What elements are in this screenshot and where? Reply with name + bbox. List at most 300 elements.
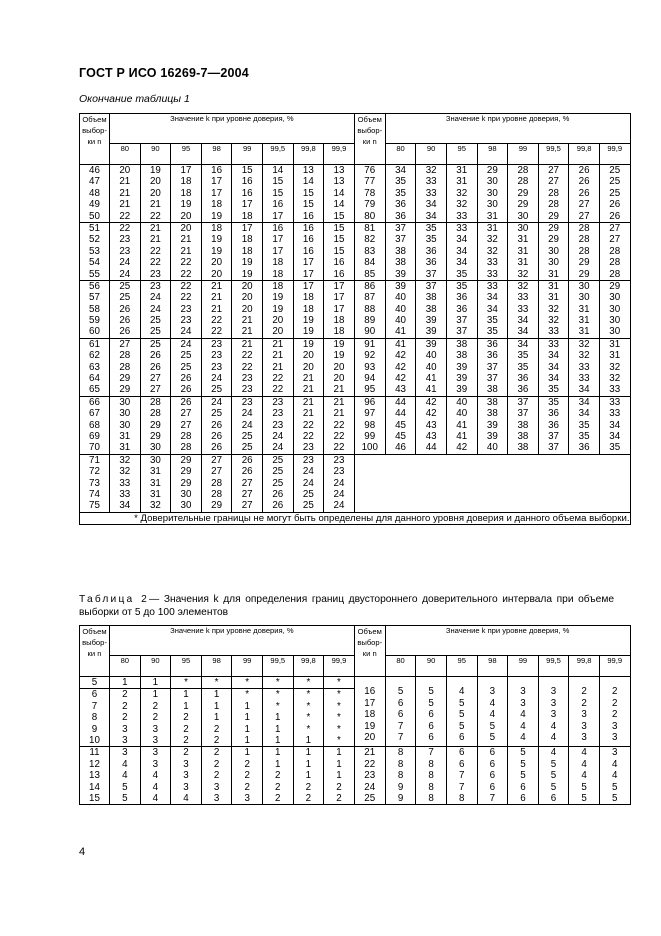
- k-value: 8: [428, 770, 434, 782]
- sample-size-value: 94: [364, 373, 376, 385]
- k-value-cell: [385, 280, 416, 338]
- k-value: 4: [122, 758, 128, 770]
- k-value: 7: [459, 770, 465, 782]
- k-value: 40: [395, 303, 406, 315]
- confidence-level-header: 99,5: [262, 656, 293, 677]
- k-value: 27: [609, 234, 621, 246]
- k-value: 4: [581, 758, 587, 770]
- k-value-cell: [538, 396, 569, 454]
- k-value: 17: [211, 176, 223, 188]
- k-value: 1: [305, 734, 312, 746]
- sample-size-value: 85: [364, 268, 376, 280]
- k-value: 38: [395, 245, 406, 257]
- k-value: 19: [302, 338, 314, 350]
- k-value: 26: [180, 373, 192, 385]
- k-value: 35: [395, 187, 406, 199]
- k-value: 23: [119, 245, 131, 257]
- k-value-cell: [140, 454, 171, 512]
- k-value: 35: [425, 222, 437, 234]
- k-value-cell: [293, 165, 324, 223]
- k-value: 2: [122, 712, 128, 724]
- k-value: 30: [486, 199, 498, 211]
- k-value-cell: [232, 747, 263, 805]
- k-value: 2: [183, 747, 189, 759]
- k-value: 5: [489, 720, 496, 732]
- footnote-row: [80, 512, 631, 524]
- header-row: [80, 114, 631, 144]
- table2-caption: [79, 593, 614, 619]
- sample-size-value: 90: [364, 326, 376, 338]
- k-value: 1: [336, 747, 342, 759]
- k-value: 31: [609, 350, 621, 362]
- sample-size-header-line: выбор-: [357, 638, 383, 647]
- sample-size-header-line: ки n: [362, 137, 377, 146]
- k-value: 34: [548, 361, 559, 373]
- k-value: 37: [548, 430, 559, 442]
- k-value: 29: [149, 430, 161, 442]
- header-row: [80, 626, 631, 656]
- k-value: 45: [395, 419, 406, 431]
- sample-size-value: 67: [89, 408, 100, 420]
- sample-size-value: 57: [89, 292, 100, 304]
- k-value: 6: [459, 731, 465, 743]
- confidence-level-title: Значение k при уровне доверия, %: [110, 626, 355, 656]
- k-value: 1: [275, 712, 281, 724]
- k-value: 24: [302, 477, 314, 489]
- k-value: 1: [213, 689, 220, 701]
- k-value-cell: [201, 222, 232, 280]
- k-value: 1: [305, 770, 312, 782]
- k-value: 1: [152, 677, 159, 688]
- k-value: 21: [211, 280, 223, 292]
- k-value: 36: [548, 408, 559, 420]
- sample-size-value: 73: [89, 477, 100, 489]
- sample-size-cell: [354, 677, 385, 747]
- k-value: 31: [548, 280, 559, 292]
- k-value: 2: [275, 792, 281, 804]
- page-number: 4: [79, 846, 86, 858]
- k-value: 24: [149, 292, 161, 304]
- confidence-level-header: 99,9: [324, 656, 355, 677]
- k-value: 33: [425, 176, 437, 188]
- k-value: 5: [550, 770, 557, 782]
- k-value: 21: [119, 176, 131, 188]
- k-value: 4: [489, 697, 496, 709]
- k-value: 16: [302, 234, 314, 246]
- k-value: 43: [425, 419, 437, 431]
- sample-size-value: 74: [89, 488, 100, 500]
- k-value: 41: [456, 419, 468, 431]
- k-value: 35: [578, 419, 590, 431]
- k-value: 31: [456, 165, 468, 176]
- k-value: 21: [241, 338, 253, 350]
- k-value: 30: [548, 245, 559, 257]
- k-value: 33: [609, 408, 621, 420]
- k-value-cell: [232, 280, 263, 338]
- k-value: 5: [428, 697, 434, 709]
- k-value: 3: [152, 747, 159, 759]
- k-value: 32: [609, 361, 621, 373]
- k-value-cell: [201, 747, 232, 805]
- k-value: 29: [517, 187, 529, 199]
- k-value: 19: [272, 292, 284, 304]
- k-value-cell: [446, 677, 477, 747]
- confidence-level-header: 99: [232, 144, 263, 165]
- k-value-cell: [599, 165, 630, 223]
- k-value: 26: [119, 326, 131, 338]
- k-value-cell: [171, 222, 202, 280]
- k-value: 5: [550, 758, 557, 770]
- k-value: 21: [333, 408, 345, 420]
- k-value: 29: [609, 280, 621, 292]
- k-value: 1: [244, 712, 250, 724]
- k-value: 35: [548, 384, 559, 396]
- sample-size-header-line: ки n: [362, 649, 377, 658]
- sample-size-value: 69: [89, 430, 100, 442]
- k-value: 20: [211, 268, 223, 280]
- k-value: 5: [459, 720, 465, 732]
- k-value: 39: [456, 373, 468, 385]
- k-value: 18: [241, 210, 253, 222]
- k-value: 32: [548, 303, 559, 315]
- k-value: 30: [609, 326, 621, 338]
- k-value: 2: [275, 781, 281, 793]
- sample-size-value: 79: [364, 199, 376, 211]
- k-value: 33: [119, 477, 131, 489]
- k-value: 15: [333, 210, 345, 222]
- k-value-cell: [324, 677, 355, 689]
- k-value: 29: [149, 419, 161, 431]
- k-value-cell: [140, 338, 171, 396]
- sample-size-value: 66: [89, 396, 100, 408]
- k-value: 31: [548, 292, 559, 304]
- k-value: 18: [272, 280, 284, 292]
- sample-size-value: 15: [89, 792, 100, 804]
- k-value: 30: [578, 280, 590, 292]
- sample-size-value: 17: [364, 697, 376, 709]
- k-value-cell: [232, 165, 263, 223]
- k-value: 19: [241, 257, 253, 269]
- k-value: 19: [333, 338, 345, 350]
- k-value: 3: [550, 697, 557, 709]
- confidence-level-header: 98: [477, 656, 508, 677]
- k-value: 3: [489, 686, 496, 698]
- k-value: 24: [241, 419, 253, 431]
- sample-size-value: 18: [364, 709, 376, 721]
- k-value: 22: [149, 245, 161, 257]
- k-value-cell: [140, 165, 171, 223]
- sample-size-value: 95: [364, 384, 376, 396]
- confidence-level-header: 99,8: [293, 656, 324, 677]
- table-row: [80, 396, 631, 454]
- k-value-cell: [385, 677, 416, 747]
- k-value: 36: [486, 350, 498, 362]
- k-value: 3: [581, 709, 587, 721]
- sample-size-value: 24: [364, 781, 376, 793]
- k-value: 21: [180, 234, 192, 246]
- k-value: 19: [241, 268, 253, 280]
- k-value: 33: [548, 326, 559, 338]
- sample-size-value: 62: [89, 350, 100, 362]
- k-value-cell: [477, 338, 508, 396]
- k-value-cell: [110, 689, 141, 747]
- k-value-cell: [232, 222, 263, 280]
- k-value: 17: [241, 199, 253, 211]
- k-value-cell: [171, 280, 202, 338]
- k-value: 1: [122, 677, 128, 688]
- sample-size-value: 97: [364, 408, 376, 420]
- k-value: 36: [486, 338, 498, 350]
- k-value-cell: [324, 165, 355, 223]
- k-value: 3: [183, 781, 189, 793]
- k-value: 19: [180, 199, 192, 211]
- k-value: 41: [425, 373, 437, 385]
- k-value: 9: [397, 781, 404, 793]
- k-value: 3: [122, 734, 128, 746]
- k-value: 34: [548, 373, 559, 385]
- k-value: 17: [302, 257, 314, 269]
- k-value: 29: [517, 199, 529, 211]
- k-value: 16: [211, 165, 223, 176]
- k-value: *: [184, 677, 188, 688]
- k-value-cell: [446, 338, 477, 396]
- k-value-cell: [110, 165, 141, 223]
- sample-size-value: 20: [364, 731, 376, 743]
- k-value-cell: [599, 338, 630, 396]
- sample-size-value: 10: [89, 734, 100, 746]
- k-value: 1: [305, 747, 312, 759]
- sample-size-value: 70: [89, 442, 100, 454]
- k-value-cell: [569, 677, 600, 747]
- k-value: 36: [456, 292, 468, 304]
- k-value: 34: [609, 419, 621, 431]
- sample-size-value: 71: [89, 454, 100, 466]
- k-value: 26: [578, 176, 590, 188]
- k-value: *: [337, 700, 341, 712]
- k-value: 22: [180, 280, 192, 292]
- k-value: 31: [578, 315, 590, 327]
- k-value: 23: [241, 384, 253, 396]
- k-value: 26: [578, 187, 590, 199]
- k-value: 21: [149, 234, 161, 246]
- k-value: 35: [609, 442, 621, 454]
- k-value: 28: [180, 442, 192, 454]
- k-value: 3: [520, 697, 526, 709]
- k-value: 20: [333, 373, 345, 385]
- table-row: [80, 222, 631, 280]
- k-value-cell: [508, 677, 539, 747]
- k-value: 23: [241, 373, 253, 385]
- k-value: 26: [119, 315, 131, 327]
- k-value: 35: [548, 396, 559, 408]
- k-value: 23: [272, 408, 284, 420]
- k-value: 2: [122, 700, 128, 712]
- sample-size-value: 49: [89, 199, 100, 211]
- k-value: 3: [213, 781, 220, 793]
- confidence-level-header: 80: [385, 656, 416, 677]
- k-value: 5: [520, 770, 526, 782]
- k-value: 28: [609, 245, 621, 257]
- k-value: 43: [395, 384, 406, 396]
- k-value-cell: [569, 165, 600, 223]
- sample-size-header: [80, 114, 110, 165]
- k-value: 44: [425, 442, 437, 454]
- k-value: 17: [211, 187, 223, 199]
- k-value: 22: [241, 350, 253, 362]
- k-value: 16: [241, 176, 253, 188]
- k-value: 39: [425, 315, 437, 327]
- k-value: 35: [517, 350, 529, 362]
- k-value: 27: [119, 338, 131, 350]
- k-value: 34: [486, 303, 498, 315]
- k-value: 19: [333, 350, 345, 362]
- k-value: 32: [119, 466, 131, 478]
- k-value-cell: [538, 222, 569, 280]
- k-value: 33: [425, 187, 437, 199]
- k-value: 33: [486, 268, 498, 280]
- k-value-cell: [538, 338, 569, 396]
- k-value: 28: [517, 176, 529, 188]
- k-value: 30: [517, 210, 529, 222]
- k-value: 28: [149, 396, 161, 408]
- sample-size-cell: [354, 280, 385, 338]
- k-value: 4: [550, 747, 557, 759]
- k-value-cell: [201, 677, 232, 689]
- k-value: 43: [425, 430, 437, 442]
- sample-size-value: 58: [89, 303, 100, 315]
- k-value-cell: [385, 338, 416, 396]
- k-value: 15: [302, 199, 314, 211]
- k-value: 41: [456, 430, 468, 442]
- k-value: 25: [302, 488, 314, 500]
- k-value-cell: [508, 280, 539, 338]
- k-value: 29: [119, 384, 131, 396]
- k-value: 15: [333, 245, 345, 257]
- k-value: 23: [180, 315, 192, 327]
- k-value: 26: [241, 454, 253, 466]
- sample-size-cell: [80, 396, 110, 454]
- k-value: 25: [149, 326, 161, 338]
- k-value-cell: [599, 280, 630, 338]
- k-value: 5: [520, 758, 526, 770]
- k-value: 18: [211, 222, 223, 234]
- sample-size-header: [354, 626, 385, 677]
- k-value: 4: [459, 686, 465, 698]
- sample-size-value: 16: [364, 686, 376, 698]
- k-value: 16: [333, 257, 345, 269]
- k-value: 17: [272, 234, 284, 246]
- k-value: 28: [548, 199, 559, 211]
- k-value: 14: [272, 165, 284, 176]
- sample-size-value: 80: [364, 210, 376, 222]
- k-value: 23: [302, 454, 314, 466]
- document-header: ГОСТ Р ИСО 16269-7—2004: [79, 66, 249, 80]
- sample-size-value: 48: [89, 187, 100, 199]
- confidence-level-header: 99: [508, 144, 539, 165]
- k-value: 24: [272, 442, 284, 454]
- k-value: 26: [180, 396, 192, 408]
- k-value: 35: [486, 315, 498, 327]
- k-value: 1: [275, 747, 281, 759]
- k-value: 4: [550, 720, 557, 732]
- confidence-level-header: 95: [171, 656, 202, 677]
- k-value: 33: [456, 210, 468, 222]
- k-value: *: [337, 689, 341, 701]
- sample-size-value: 88: [364, 303, 376, 315]
- table2-caption-text: — Значения k для определения границ двустороннего доверительного интервала при объеме выборки от 5 до 100 элементов: [79, 594, 614, 618]
- confidence-level-header: 99,9: [599, 144, 630, 165]
- k-value: 27: [241, 500, 253, 512]
- k-value: 24: [241, 408, 253, 420]
- k-value: 20: [241, 303, 253, 315]
- k-value: 24: [149, 303, 161, 315]
- k-value: 29: [486, 165, 498, 176]
- sample-size-cell: [80, 222, 110, 280]
- k-value-cell: [262, 747, 293, 805]
- sample-size-cell: [80, 747, 110, 805]
- sample-size-value: 56: [89, 280, 100, 292]
- k-value-cell: [416, 222, 447, 280]
- sample-size-value: 68: [89, 419, 100, 431]
- k-value: 26: [119, 303, 131, 315]
- k-value: 4: [611, 758, 618, 770]
- k-value: 27: [180, 408, 192, 420]
- k-value: 36: [578, 442, 590, 454]
- k-value: 35: [578, 430, 590, 442]
- k-value: 2: [152, 700, 159, 712]
- k-value: 39: [425, 326, 437, 338]
- k-value: 21: [211, 303, 223, 315]
- k-value: 20: [149, 176, 161, 188]
- sample-size-value: 91: [364, 338, 376, 350]
- k-value: 8: [397, 747, 404, 759]
- k-value: 33: [486, 280, 498, 292]
- k-value: *: [337, 677, 341, 688]
- k-value: 1: [244, 700, 250, 712]
- k-value: 1: [305, 758, 312, 770]
- sample-size-header-line: выбор-: [82, 126, 107, 135]
- k-value-cell: [446, 280, 477, 338]
- k-value: 25: [272, 454, 284, 466]
- k-value: *: [337, 723, 341, 735]
- k-value: 34: [517, 315, 529, 327]
- k-value-cell: [293, 689, 324, 747]
- k-value: 6: [428, 720, 434, 732]
- k-value: 30: [578, 292, 590, 304]
- sample-size-header-line: Объем: [357, 115, 382, 124]
- k-value: 40: [486, 442, 498, 454]
- k-value: 24: [333, 477, 345, 489]
- k-value: 25: [609, 176, 621, 188]
- sample-size-value: 21: [364, 747, 376, 759]
- k-value: 23: [333, 454, 345, 466]
- k-value-cell: [477, 677, 508, 747]
- k-value: 20: [119, 165, 131, 176]
- k-value: 1: [336, 758, 342, 770]
- k-value: 31: [456, 176, 468, 188]
- k-value: 42: [425, 396, 437, 408]
- k-value: 30: [609, 303, 621, 315]
- k-value: 27: [241, 477, 253, 489]
- k-value: 6: [428, 731, 434, 743]
- k-value-cell: [538, 165, 569, 223]
- k-value: 34: [456, 234, 468, 246]
- k-value-cell: [140, 747, 171, 805]
- k-value: 16: [272, 199, 284, 211]
- sample-size-value: 81: [364, 222, 376, 234]
- k-value: 2: [581, 697, 587, 709]
- k-value: 21: [272, 361, 284, 373]
